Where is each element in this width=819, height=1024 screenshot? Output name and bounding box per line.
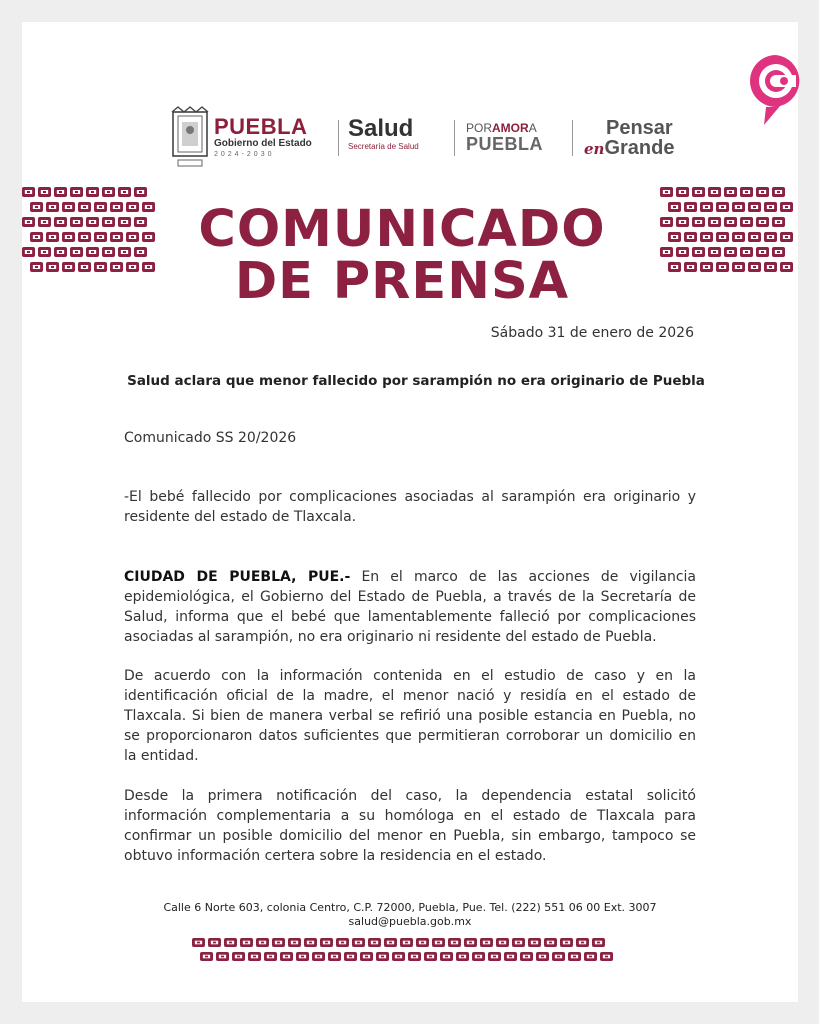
footer-email: salud@puebla.gob.mx [348,915,472,928]
salud-word: Salud [348,115,414,142]
page-title-line-1: COMUNICADO [198,200,606,259]
logo-divider [338,120,339,156]
body-paragraph-3: Desde la primera notificación del caso, la dependencia estatal solicitó información complementaria a su homóloga en el estado de Tlaxcala para confirmar un posible domicilio del menor en Puebla, sin embargo, tampoco se obtuvo información certera sobre la residencia en el estado. [124,788,696,864]
salud-subtitle: Secretaría de Salud [348,142,419,151]
amor-pre: POR [466,121,493,135]
summary-bullet: -El bebé fallecido por complicaciones asociadas al sarampión era originario y residente del estado de Tlaxcala. [124,489,696,525]
amor-word: AMOR [492,121,529,135]
puebla-government-logo [214,116,312,160]
headline: Salud aclara que menor fallecido por sarampión no era originario de Puebla [127,373,705,389]
page-title-line-2: DE PRENSA [234,252,570,311]
release-date: Sábado 31 de enero de 2026 [490,325,694,341]
comunicado-id: Comunicado SS 20/2026 [124,430,297,446]
logo-divider [454,120,455,156]
amor-bottom: PUEBLA [466,134,544,154]
decorative-pattern-right [660,187,798,273]
puebla-word: PUEBLA [214,114,308,139]
body-paragraph-1 [124,567,696,647]
grande-line [584,138,674,159]
salud-logo [348,116,419,152]
press-release-page [22,22,798,1002]
decorative-pattern-bottom [192,938,626,966]
dateline: CIUDAD DE PUEBLA, PUE.- [124,569,351,585]
pensar-en-grande-logo [584,118,674,159]
puebla-subtitle: Gobierno del Estado [214,138,312,149]
pensar-word: Pensar [606,117,673,139]
body-paragraph-2: De acuerdo con la información contenida en el estudio de caso y en la identificación oficial de la madre, el menor nació y residía en el estado de Tlaxcala. Si bien de manera verbal se refirió una posible estancia en Puebla, no se proporcionaron datos suficientes que permitieran corroborar un domicilio en la entidad. [124,668,696,764]
paragraph-1-text: En el marco de las acciones de vigilancia epidemiológica, el Gobierno del Estado de Puebla, a través de la Secretaría de Salud, informa que el bebé que lamentablemente falleció por complicaciones asociadas al sarampión, no era originario ni residente del estado de Puebla. [124,569,696,645]
institution-logos [170,104,710,174]
decorative-pattern-left [22,187,160,273]
grande-word: Grande [604,137,675,159]
logo-divider [572,120,573,156]
footer [22,901,798,929]
chat-c-logo-icon [746,51,806,129]
pensar-en: en [584,140,605,158]
por-amor-a-puebla-logo [466,122,543,153]
footer-address: Calle 6 Norte 603, colonia Centro, C.P. 72000, Puebla, Pue. Tel. (222) 551 06 00 Ext. 3007 [163,901,657,914]
amor-a: A [528,121,537,135]
puebla-years: 2024-2030 [214,151,275,158]
state-coat-of-arms-icon [170,106,210,170]
